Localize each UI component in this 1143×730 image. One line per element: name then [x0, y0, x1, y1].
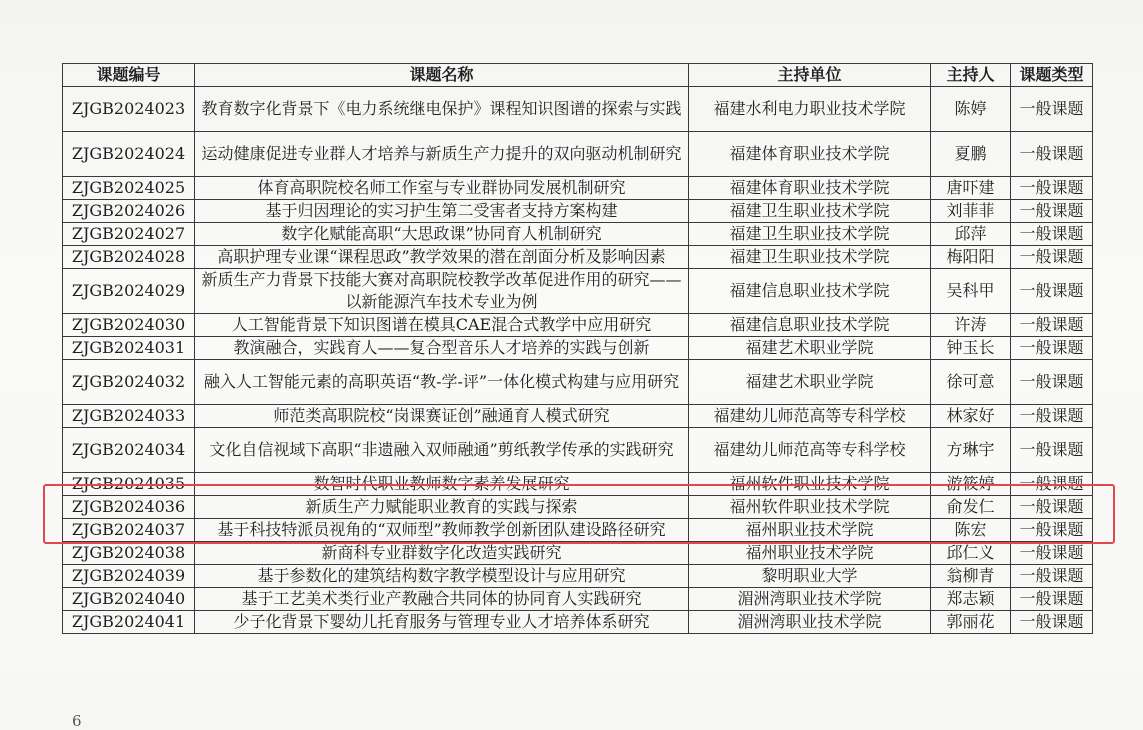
cell-project-type: 一般课题: [1011, 223, 1093, 246]
page-number: 6: [72, 712, 82, 730]
cell-host-unit: 湄洲湾职业技术学院: [689, 588, 931, 611]
cell-project-type: 一般课题: [1011, 405, 1093, 428]
cell-project-id: ZJGB2024040: [63, 588, 195, 611]
cell-host-person: 陈宏: [931, 519, 1011, 542]
cell-host-unit: 福建幼儿师范高等专科学校: [689, 428, 931, 473]
table-row: [63, 611, 1093, 634]
cell-project-id: ZJGB2024039: [63, 565, 195, 588]
cell-project-type: 一般课题: [1011, 87, 1093, 132]
cell-host-person: 钟玉长: [931, 337, 1011, 360]
cell-project-id: ZJGB2024029: [63, 269, 195, 314]
cell-project-title: 融入人工智能元素的高职英语“教-学-评”一体化模式构建与应用研究: [195, 360, 689, 405]
cell-project-title: 教育数字化背景下《电力系统继电保护》课程知识图谱的探索与实践: [195, 87, 689, 132]
cell-project-type: 一般课题: [1011, 177, 1093, 200]
cell-project-type: 一般课题: [1011, 269, 1093, 314]
header-host-person: 主持人: [931, 64, 1011, 87]
cell-project-id: ZJGB2024037: [63, 519, 195, 542]
cell-project-id: ZJGB2024031: [63, 337, 195, 360]
cell-project-title: 人工智能背景下知识图谱在模具CAE混合式教学中应用研究: [195, 314, 689, 337]
cell-project-id: ZJGB2024025: [63, 177, 195, 200]
cell-project-type: 一般课题: [1011, 519, 1093, 542]
cell-project-title: 基于工艺美术类行业产教融合共同体的协同育人实践研究: [195, 588, 689, 611]
cell-host-person: 刘菲菲: [931, 200, 1011, 223]
cell-project-title: 体育高职院校名师工作室与专业群协同发展机制研究: [195, 177, 689, 200]
cell-project-type: 一般课题: [1011, 132, 1093, 177]
cell-host-person: 林家好: [931, 405, 1011, 428]
cell-host-unit: 福建体育职业技术学院: [689, 177, 931, 200]
cell-project-type: 一般课题: [1011, 314, 1093, 337]
cell-project-title: 基于参数化的建筑结构数字教学模型设计与应用研究: [195, 565, 689, 588]
cell-project-title: 新质生产力赋能职业教育的实践与探索: [195, 496, 689, 519]
cell-host-unit: 福建卫生职业技术学院: [689, 200, 931, 223]
table-row: [63, 405, 1093, 428]
cell-host-person: 邱萍: [931, 223, 1011, 246]
cell-host-person: 陈婷: [931, 87, 1011, 132]
cell-host-person: 徐可意: [931, 360, 1011, 405]
cell-project-type: 一般课题: [1011, 542, 1093, 565]
cell-project-title: 数字化赋能高职“大思政课”协同育人机制研究: [195, 223, 689, 246]
cell-project-type: 一般课题: [1011, 496, 1093, 519]
cell-host-unit: 福建艺术职业学院: [689, 337, 931, 360]
cell-project-id: ZJGB2024027: [63, 223, 195, 246]
cell-host-person: 唐吓建: [931, 177, 1011, 200]
cell-project-id: ZJGB2024033: [63, 405, 195, 428]
cell-host-person: 许涛: [931, 314, 1011, 337]
cell-project-id: ZJGB2024026: [63, 200, 195, 223]
cell-project-title: 基于科技特派员视角的“双师型”教师教学创新团队建设路径研究: [195, 519, 689, 542]
table-body: [63, 87, 1093, 634]
table-row: [63, 496, 1093, 519]
cell-host-unit: 福建卫生职业技术学院: [689, 223, 931, 246]
header-project-id: 课题编号: [63, 64, 195, 87]
cell-project-id: ZJGB2024030: [63, 314, 195, 337]
cell-project-title: 新商科专业群数字化改造实践研究: [195, 542, 689, 565]
cell-host-unit: 福建幼儿师范高等专科学校: [689, 405, 931, 428]
cell-project-type: 一般课题: [1011, 473, 1093, 496]
cell-project-type: 一般课题: [1011, 588, 1093, 611]
cell-host-person: 翁柳青: [931, 565, 1011, 588]
cell-project-id: ZJGB2024024: [63, 132, 195, 177]
table-header-row: [63, 64, 1093, 87]
cell-host-person: 吴科甲: [931, 269, 1011, 314]
cell-project-id: ZJGB2024036: [63, 496, 195, 519]
cell-project-id: ZJGB2024023: [63, 87, 195, 132]
cell-project-id: ZJGB2024038: [63, 542, 195, 565]
cell-project-id: ZJGB2024032: [63, 360, 195, 405]
table-row: [63, 542, 1093, 565]
table-row: [63, 87, 1093, 132]
cell-host-person: 夏鹏: [931, 132, 1011, 177]
cell-host-person: 游筱婷: [931, 473, 1011, 496]
cell-project-title: 高职护理专业课“课程思政”教学效果的潜在剖面分析及影响因素: [195, 246, 689, 269]
cell-project-title: 运动健康促进专业群人才培养与新质生产力提升的双向驱动机制研究: [195, 132, 689, 177]
cell-project-title: 教演融合，实践育人——复合型音乐人才培养的实践与创新: [195, 337, 689, 360]
cell-project-id: ZJGB2024041: [63, 611, 195, 634]
header-host-unit: 主持单位: [689, 64, 931, 87]
cell-host-unit: 福建体育职业技术学院: [689, 132, 931, 177]
table-row: [63, 177, 1093, 200]
table-row: [63, 200, 1093, 223]
table-row: [63, 132, 1093, 177]
project-table: [62, 63, 1093, 634]
cell-project-type: 一般课题: [1011, 611, 1093, 634]
cell-host-unit: 福建信息职业技术学院: [689, 314, 931, 337]
cell-project-title: 新质生产力背景下技能大赛对高职院校教学改革促进作用的研究——以新能源汽车技术专业为例: [195, 269, 689, 314]
cell-project-title: 师范类高职院校“岗课赛证创”融通育人模式研究: [195, 405, 689, 428]
cell-project-title: 数智时代职业教师数字素养发展研究: [195, 473, 689, 496]
cell-project-title: 基于归因理论的实习护生第二受害者支持方案构建: [195, 200, 689, 223]
table-row: [63, 246, 1093, 269]
project-table-wrapper: [62, 63, 1092, 634]
cell-project-title: 文化自信视域下高职“非遗融入双师融通”剪纸教学传承的实践研究: [195, 428, 689, 473]
header-project-type: 课题类型: [1011, 64, 1093, 87]
cell-project-type: 一般课题: [1011, 565, 1093, 588]
table-row: [63, 428, 1093, 473]
cell-project-type: 一般课题: [1011, 428, 1093, 473]
cell-project-id: ZJGB2024034: [63, 428, 195, 473]
cell-host-person: 郑志颖: [931, 588, 1011, 611]
table-row: [63, 314, 1093, 337]
cell-host-unit: 福建水利电力职业技术学院: [689, 87, 931, 132]
cell-host-person: 方琳宇: [931, 428, 1011, 473]
table-row: [63, 337, 1093, 360]
table-row: [63, 473, 1093, 496]
cell-host-unit: 黎明职业大学: [689, 565, 931, 588]
cell-host-person: 梅阳阳: [931, 246, 1011, 269]
cell-host-unit: 福州职业技术学院: [689, 519, 931, 542]
table-row: [63, 360, 1093, 405]
cell-host-unit: 福建艺术职业学院: [689, 360, 931, 405]
cell-host-unit: 福州软件职业技术学院: [689, 473, 931, 496]
cell-host-unit: 福州软件职业技术学院: [689, 496, 931, 519]
cell-host-person: 邱仁义: [931, 542, 1011, 565]
table-row: [63, 588, 1093, 611]
cell-project-type: 一般课题: [1011, 246, 1093, 269]
cell-project-id: ZJGB2024028: [63, 246, 195, 269]
header-project-title: 课题名称: [195, 64, 689, 87]
cell-host-unit: 福建卫生职业技术学院: [689, 246, 931, 269]
table-row: [63, 519, 1093, 542]
cell-project-type: 一般课题: [1011, 360, 1093, 405]
table-row: [63, 223, 1093, 246]
cell-host-unit: 湄洲湾职业技术学院: [689, 611, 931, 634]
cell-host-unit: 福建信息职业技术学院: [689, 269, 931, 314]
cell-host-person: 俞发仁: [931, 496, 1011, 519]
cell-project-type: 一般课题: [1011, 200, 1093, 223]
cell-project-id: ZJGB2024035: [63, 473, 195, 496]
cell-project-type: 一般课题: [1011, 337, 1093, 360]
cell-host-person: 郭丽花: [931, 611, 1011, 634]
table-row: [63, 565, 1093, 588]
cell-host-unit: 福州职业技术学院: [689, 542, 931, 565]
cell-project-title: 少子化背景下婴幼儿托育服务与管理专业人才培养体系研究: [195, 611, 689, 634]
table-row: [63, 269, 1093, 314]
